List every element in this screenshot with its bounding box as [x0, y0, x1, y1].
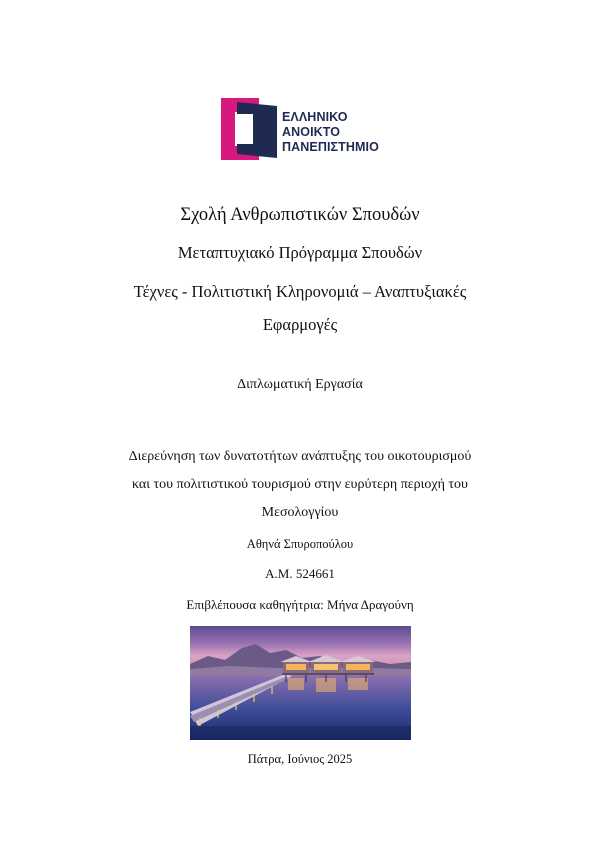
thesis-title-line-1: Διερεύνηση των δυνατοτήτων ανάπτυξης του οικοτουρισμού	[128, 449, 472, 464]
thesis-title-line-3: Μεσολογγίου	[261, 505, 339, 520]
cover-photo	[190, 626, 411, 740]
school-name: Σχολή Ανθρωπιστικών Σπουδών	[180, 205, 420, 225]
thesis-title-line-2: και του πολιτιστικού τουρισμού στην ευρύτερη περιοχή του	[131, 477, 468, 492]
logo-line-1: ΕΛΛΗΝΙΚΟ	[282, 110, 348, 124]
student-id: Α.Μ. 524661	[265, 566, 335, 581]
supervisor: Επιβλέπουσα καθηγήτρια: Μήνα Δραγούνη	[186, 597, 414, 612]
author-name: Αθηνά Σπυροπούλου	[246, 537, 354, 551]
track-name-line-2: Εφαρμογές	[262, 315, 338, 334]
lagoon-stilt-houses-image	[190, 626, 411, 740]
place-and-date: Πάτρα, Ιούνιος 2025	[247, 752, 353, 766]
university-logo	[219, 96, 394, 162]
document-type: Διπλωματική Εργασία	[237, 377, 363, 392]
program-name: Μεταπτυχιακό Πρόγραμμα Σπουδών	[177, 243, 423, 262]
logo-line-2: ΑΝΟΙΚΤΟ	[282, 125, 341, 139]
logo-mark-icon	[219, 96, 279, 162]
logo-wordmark	[282, 110, 379, 155]
logo-line-3: ΠΑΝΕΠΙΣΤΗΜΙΟ	[282, 140, 379, 154]
track-name-line-1: Τέχνες - Πολιτιστική Κληρονομιά – Αναπτυξιακές	[133, 282, 467, 301]
